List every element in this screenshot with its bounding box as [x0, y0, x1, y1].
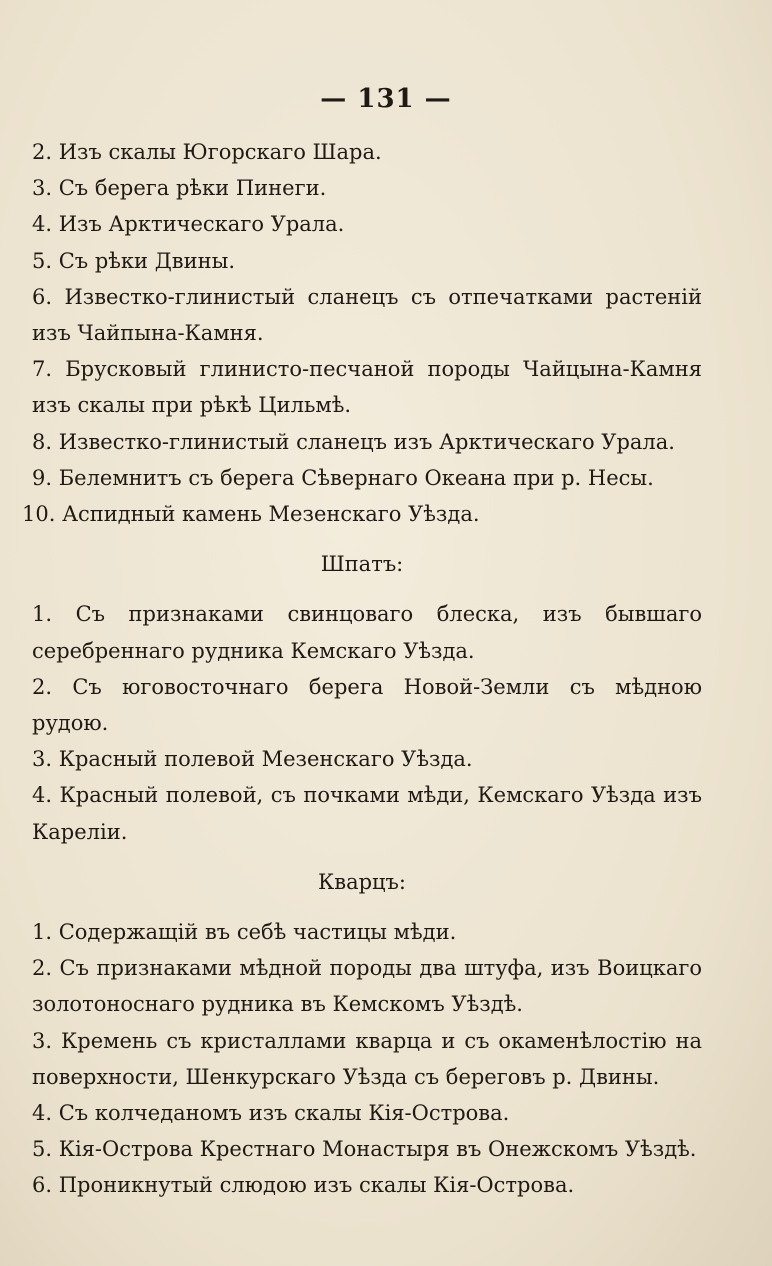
list-item: 2. Съ юговосточнаго берега Новой-Земли съ мѣдною рудою.: [32, 674, 702, 736]
list-item: 10. Аспидный камень Мезенскаго Уѣзда.: [22, 502, 480, 527]
list-item: 7. Брусковый глинисто-песчаной породы Чайцына-Камня изъ скалы при рѣкѣ Цильмѣ.: [32, 357, 702, 418]
page-number: — 131 —: [320, 84, 452, 114]
list-item: 4. Изъ Арктическаго Урала.: [32, 212, 345, 237]
list-item: 5. Кiя-Острова Крестнаго Монастыря въ Онежскомъ Уѣздѣ.: [32, 1137, 697, 1162]
list-item: 8. Известко-глинистый сланецъ изъ Арктическаго Урала.: [32, 429, 675, 454]
list-item: 4. Красный полевой, съ почками мѣди, Кемскаго Уѣзда изъ Карелiи.: [32, 783, 702, 844]
list-item: 9. Белемнитъ съ берега Сѣвернаго Океана при р. Несы.: [32, 465, 654, 490]
list-item: 6. Известко-глинистый сланецъ съ отпечатками растенiй изъ Чайпына-Камня.: [32, 284, 702, 346]
section-heading-quartz: Кварцъ:: [318, 869, 406, 894]
list-item: 2. Изъ скалы Югорскаго Шара.: [32, 140, 382, 164]
list-item: 5. Съ рѣки Двины.: [32, 248, 235, 273]
list-item: 3. Съ берега рѣки Пинеги.: [32, 176, 327, 201]
list-item: 6. Проникнутый слюдою изъ скалы Кiя-Острова.: [32, 1173, 575, 1198]
list-item: 1. Содержащiй въ себѣ частицы мѣди.: [32, 920, 457, 945]
list-item: 4. Съ колчеданомъ изъ скалы Кiя-Острова.: [32, 1101, 510, 1126]
section-heading-spar: Шпатъ:: [320, 552, 404, 577]
list-item: 3. Кремень съ кристаллами кварца и съ окаменѣлостiю на поверхности, Шенкурскаго Уѣзда съ береговъ р. Двины.: [32, 1028, 702, 1089]
list-item: 1. Съ признаками свинцоваго блеска, изъ бывшаго серебреннаго рудника Кемскаго Уѣзда.: [32, 602, 702, 663]
page-text: [22, 134, 702, 1204]
list-item: 2. Съ признаками мѣдной породы два штуфа, изъ Воицкаго золотоноснаго рудника въ Кемскомъ Уѣздѣ.: [32, 956, 702, 1017]
list-item: 3. Красный полевой Мезенскаго Уѣзда.: [32, 747, 473, 772]
